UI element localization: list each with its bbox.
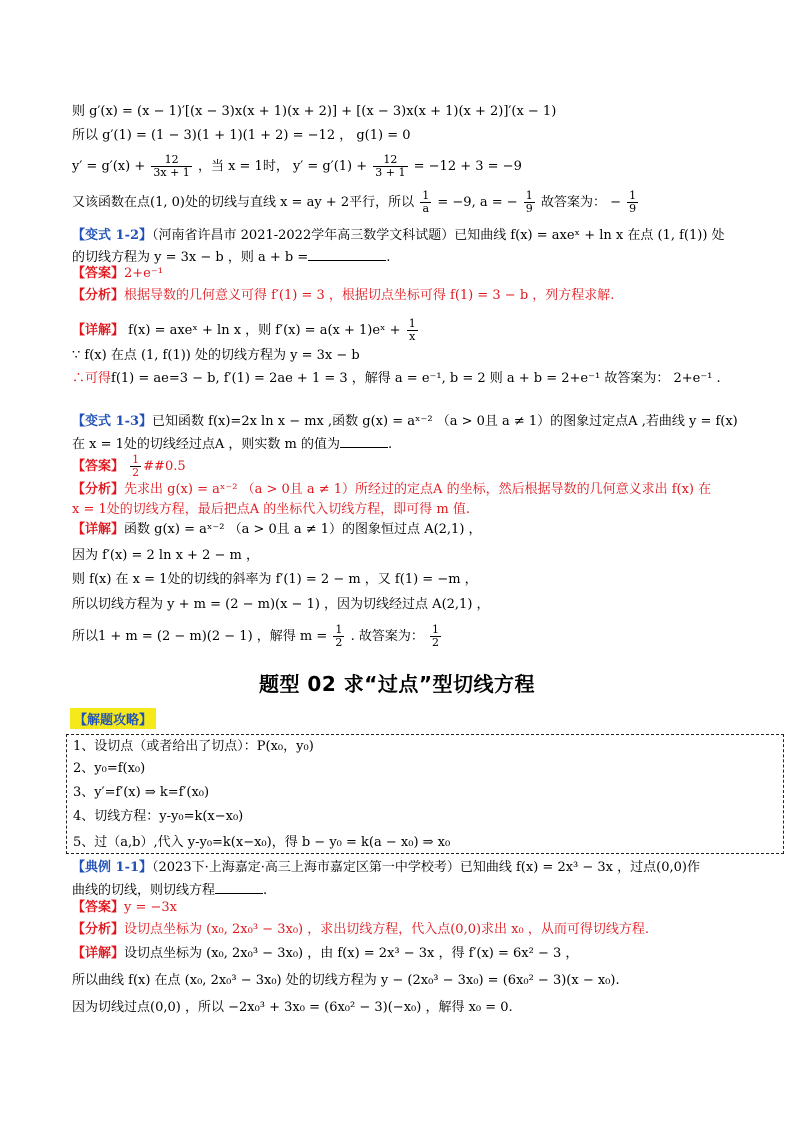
example-1-1-detail-1: 【详解】设切点坐标为 (x₀, 2x₀³ − 3x₀) ，由 f(x) = 2x³ − 3x ，得 f′(x) = 6x² − 3 ，: [72, 946, 579, 961]
strategy-step: 5、过（a,b）,代入 y-y₀=k(x−x₀)，得 b − y₀ = k(a − x₀) ⇒ x₀: [73, 835, 451, 850]
variant-1-2-detail-2: ∵ f(x) 在点 (1, f(1)) 处的切线方程为 y = 3x − b: [72, 348, 360, 363]
strategy-step: 2、y₀=f(x₀): [73, 761, 146, 776]
strategy-step: 4、切线方程：y-y₀=k(x−x₀): [73, 809, 244, 824]
fraction: $\frac{1}{9}$: [629, 189, 637, 215]
detail-tag: 【详解】: [72, 323, 125, 338]
variant-1-3-detail-5: 所以1 + m = (2 − m)(2 − 1) ，解得 m = $\frac{1}{2}$ . 故答案为： $\frac{1}{2}$: [72, 623, 439, 649]
fraction: $\frac{1}{2}$: [431, 623, 439, 649]
solution-line-3: y′ = g′(x) + $\frac{12}{3x + 1}$ ，当 x = 1时， y′ = g′(1) + $\frac{12}{3 + 1}$ = −12 + 3 = −9: [72, 153, 522, 179]
fraction: $\frac{1}{a}$: [422, 189, 430, 215]
variant-1-3-intro: 【变式 1-3】已知函数 f(x)=2x ln x − mx ,函数 g(x) = aˣ⁻² （a > 0且 a ≠ 1）的图象过定点A ,若曲线 y = f(x): [72, 414, 738, 429]
example-1-1-intro: 【典例 1-1】（2023下·上海嘉定·高三上海市嘉定区第一中学校考）已知曲线 f(x) = 2x³ − 3x ，过点(0,0)作: [72, 860, 700, 875]
detail-tag: 【详解】: [72, 946, 125, 961]
variant-1-3-detail-1: 【详解】函数 g(x) = aˣ⁻² （a > 0且 a ≠ 1）的图象恒过点 A(2,1) ，: [72, 522, 482, 537]
answer-tag: 【答案】: [72, 459, 125, 474]
variant-tag: 【变式 1-2】: [72, 228, 153, 243]
variant-1-3-analysis-1: 【分析】先求出 g(x) = aˣ⁻² （a > 0且 a ≠ 1）所经过的定点A 的坐标，然后根据导数的几何意义求出 f(x) 在: [72, 482, 712, 497]
strategy-tag: 【解题攻略】: [70, 708, 156, 729]
fraction: $\frac{12}{3x + 1}$: [153, 153, 190, 179]
strategy-step: 3、y′=f′(x) ⇒ k=f′(x₀): [73, 785, 210, 800]
variant-1-2-intro-2: 的切线方程为 y = 3x − b ，则 a + b = .: [72, 247, 390, 266]
example-1-1-detail-2: 所以曲线 f(x) 在点 (x₀, 2x₀³ − 3x₀) 处的切线方程为 y − (2x₀³ − 3x₀) = (6x₀² − 3)(x − x₀).: [72, 973, 620, 988]
answer-tag: 【答案】: [72, 900, 125, 915]
fraction: $\frac{12}{3 + 1}$: [375, 153, 406, 179]
variant-1-3-answer: 【答案】 $\frac{1}{2}$ ##0.5: [72, 453, 186, 479]
variant-1-3-detail-4: 所以切线方程为 y + m = (2 − m)(x − 1) ，因为切线经过点 A(2,1) ，: [72, 597, 490, 612]
variant-1-3-intro-2: 在 x = 1处的切线经过点A ，则实数 m 的值为 .: [72, 434, 392, 453]
variant-1-2-intro: 【变式 1-2】（河南省许昌市 2021-2022学年高三数学文科试题）已知曲线 f(x) = axeˣ + ln x 在点 (1, f(1)) 处: [72, 228, 725, 243]
fraction: $\frac{1}{2}$: [335, 623, 343, 649]
variant-1-3-detail-2: 因为 f′(x) = 2 ln x + 2 − m ，: [72, 548, 259, 563]
example-1-1-intro-2: 曲线的切线，则切线方程 .: [72, 880, 267, 899]
variant-1-2-analysis: 【分析】根据导数的几何意义可得 f′(1) = 3 ，根据切点坐标可得 f(1) = 3 − b ，列方程求解.: [72, 288, 615, 303]
solution-line-2: 所以 g′(1) = (1 − 3)(1 + 1)(1 + 2) = −12 ， g(1) = 0: [72, 128, 411, 143]
analysis-tag: 【分析】: [72, 922, 125, 937]
answer-blank: [215, 880, 263, 894]
answer-blank: [340, 434, 388, 448]
analysis-tag: 【分析】: [72, 482, 125, 497]
solution-line-4: 又该函数在点(1, 0)处的切线与直线 x = ay + 2平行，所以 $\frac{1}{a}$ = −9, a = − $\frac{1}{9}$ 故答案为： − $\frac{1}{9}$: [72, 189, 637, 215]
variant-1-2-detail-1: 【详解】 f(x) = axeˣ + ln x ，则 f′(x) = a(x + 1)eˣ + $\frac{1}{x}$: [72, 317, 416, 343]
example-tag: 【典例 1-1】: [72, 860, 153, 875]
example-1-1-answer: 【答案】y = −3x: [72, 900, 178, 915]
fraction: $\frac{1}{2}$: [132, 453, 140, 479]
variant-1-2-answer: 【答案】2+e⁻¹: [72, 266, 163, 281]
variant-tag: 【变式 1-3】: [72, 414, 153, 429]
strategy-step: 1、设切点（或者给出了切点）：P(x₀，y₀): [73, 739, 314, 754]
fraction: $\frac{1}{9}$: [525, 189, 533, 215]
solution-line-1: 则 g′(x) = (x − 1)′[(x − 3)x(x + 1)(x + 2)] + [(x − 3)x(x + 1)(x + 2)]′(x − 1): [72, 104, 557, 119]
strategy-box: [66, 734, 784, 854]
variant-1-3-detail-3: 则 f(x) 在 x = 1处的切线的斜率为 f′(1) = 2 − m ，又 f(1) = −m ，: [72, 572, 478, 587]
answer-blank: [308, 247, 386, 261]
example-1-1-detail-3: 因为切线过点(0,0) ，所以 −2x₀³ + 3x₀ = (6x₀² − 3)(−x₀) ，解得 x₀ = 0.: [72, 1000, 513, 1015]
section-heading: 题型 02 求“过点”型切线方程: [258, 672, 536, 696]
variant-1-2-detail-3: ∴可得f(1) = ae=3 − b, f′(1) = 2ae + 1 = 3 ，解得 a = e⁻¹, b = 2 则 a + b = 2+e⁻¹ 故答案为： 2+e⁻¹ .: [72, 371, 721, 386]
answer-tag: 【答案】: [72, 266, 125, 281]
example-1-1-analysis: 【分析】设切点坐标为 (x₀, 2x₀³ − 3x₀) ，求出切线方程，代入点(0,0)求出 x₀ ，从而可得切线方程.: [72, 922, 649, 937]
fraction: $\frac{1}{x}$: [408, 317, 416, 343]
analysis-tag: 【分析】: [72, 288, 125, 303]
variant-1-3-analysis-2: x = 1处的切线方程，最后把点A 的坐标代入切线方程，即可得 m 值.: [72, 502, 471, 517]
detail-tag: 【详解】: [72, 522, 125, 537]
